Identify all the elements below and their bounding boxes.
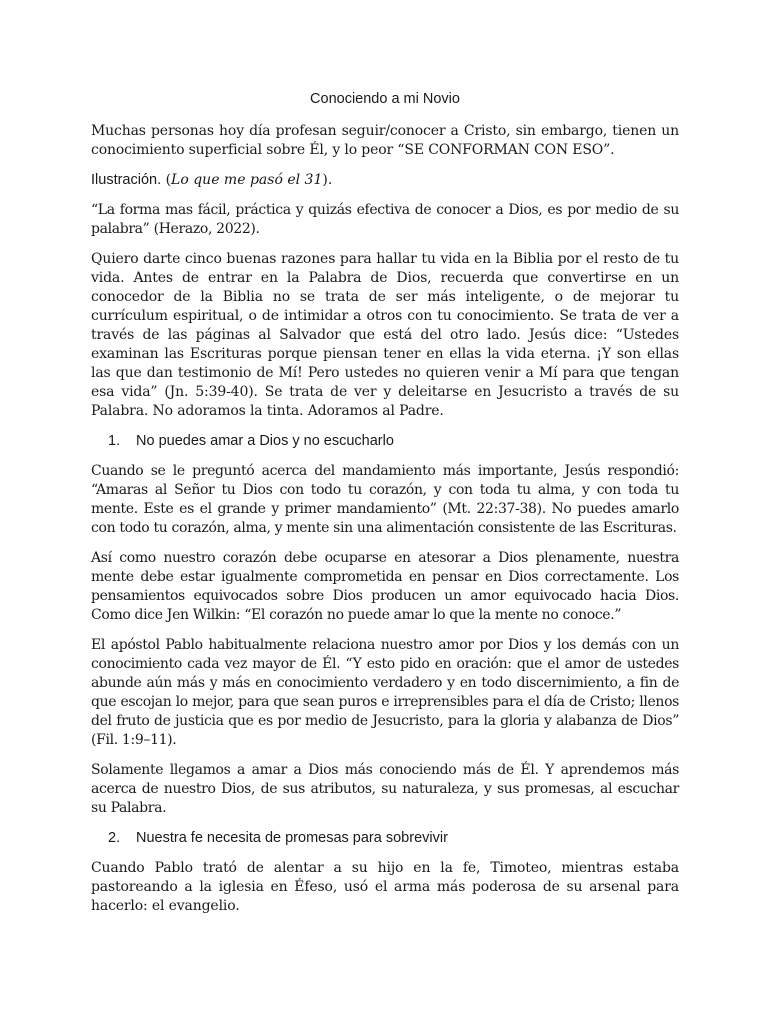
quote-paragraph: “La forma mas fácil, práctica y quizás efectiva de conocer a Dios, es por medio de su palabra” (Herazo, 2022). [91, 202, 679, 237]
illustration-close: ). [322, 172, 333, 188]
section-1-paragraph-3: El apóstol Pablo habitualmente relaciona nuestro amor por Dios y los demás con un conocimiento cada vez mayor de Él. “Y esto pido en oración: que el amor de ustedes abunde aún más y más en conocimiento verdadero y en todo discernimiento, a fin de que escojan lo mejor, para que sean puros e irreprensibles para el día de Cristo; llenos del fruto de justicia que es por medio de Jesucristo, para la gloria y alabanza de Dios” (Fil. 1:9–11). [91, 637, 679, 748]
section-1-paragraph-4: Solamente llegamos a amar a Dios más conociendo más de Él. Y aprendemos más acerca de nuestro Dios, de sus atributos, su naturaleza, y sus promesas, al escuchar su Palabra. [91, 762, 679, 816]
document-title: Conociendo a mi Novio [310, 91, 460, 107]
section-1-title: No puedes amar a Dios y no escucharlo [136, 433, 394, 449]
illustration-note: Lo que me pasó el 31 [171, 172, 323, 188]
section-1-paragraph-2: Así como nuestro corazón debe ocuparse en atesorar a Dios plenamente, nuestra mente debe estar igualmente comprometida en pensar en Dios correctamente. Los pensamientos equivocados sobre Dios producen un amor equivocado hacia Dios. Como dice Jen Wilkin: “El corazón no puede amar lo que la mente no conoce.” [91, 550, 679, 623]
section-2-number: 2. [108, 830, 121, 846]
reasons-paragraph: Quiero darte cinco buenas razones para hallar tu vida en la Biblia por el resto de tu vida. Antes de entrar en la Palabra de Dios, recuerda que convertirse en un conocedor de la Biblia no se trata de ser más inteligente, o de mejorar tu currículum espiritual, o de intimidar a otros con tu conocimiento. Se trata de ver a través de las páginas al Salvador que está del otro lado. Jesús dice: “Ustedes examinan las Escrituras porque piensan tener en ellas la vida eterna. ¡Y son ellas las que dan testimonio de Mí! Pero ustedes no quieren venir a Mí para que tengan esa vida” (Jn. 5:39-40). Se trata de ver y deleitarse en Jesucristo a través de su Palabra. No adoramos la tinta. Adoramos al Padre. [91, 251, 679, 419]
section-1-heading [91, 432, 679, 451]
section-1-paragraph-1: Cuando se le preguntó acerca del mandamiento más importante, Jesús respondió: “Amaras al Señor tu Dios con todo tu corazón, y con toda tu alma, y con toda tu mente. Este es el grande y primer mandamiento” (Mt. 22:37-38). No puedes amarlo con todo tu corazón, alma, y mente sin una alimentación consistente de las Escrituras. [91, 463, 679, 536]
illustration-open: ( [161, 172, 172, 188]
illustration-line [91, 171, 679, 190]
section-2-heading [91, 829, 679, 848]
document-page [91, 90, 679, 927]
section-1-number: 1. [108, 433, 121, 449]
section-2-title: Nuestra fe necesita de promesas para sobrevivir [136, 830, 448, 846]
intro-paragraph: Muchas personas hoy día profesan seguir/conocer a Cristo, sin embargo, tienen un conocimiento superficial sobre Él, y lo peor “SE CONFORMAN CON ESO”. [91, 123, 679, 158]
section-2-paragraph-1: Cuando Pablo trató de alentar a su hijo en la fe, Timoteo, mientras estaba pastoreando a la iglesia en Éfeso, usó el arma más poderosa de su arsenal para hacerlo: el evangelio. [91, 860, 679, 914]
illustration-label: Ilustración. [91, 172, 162, 188]
